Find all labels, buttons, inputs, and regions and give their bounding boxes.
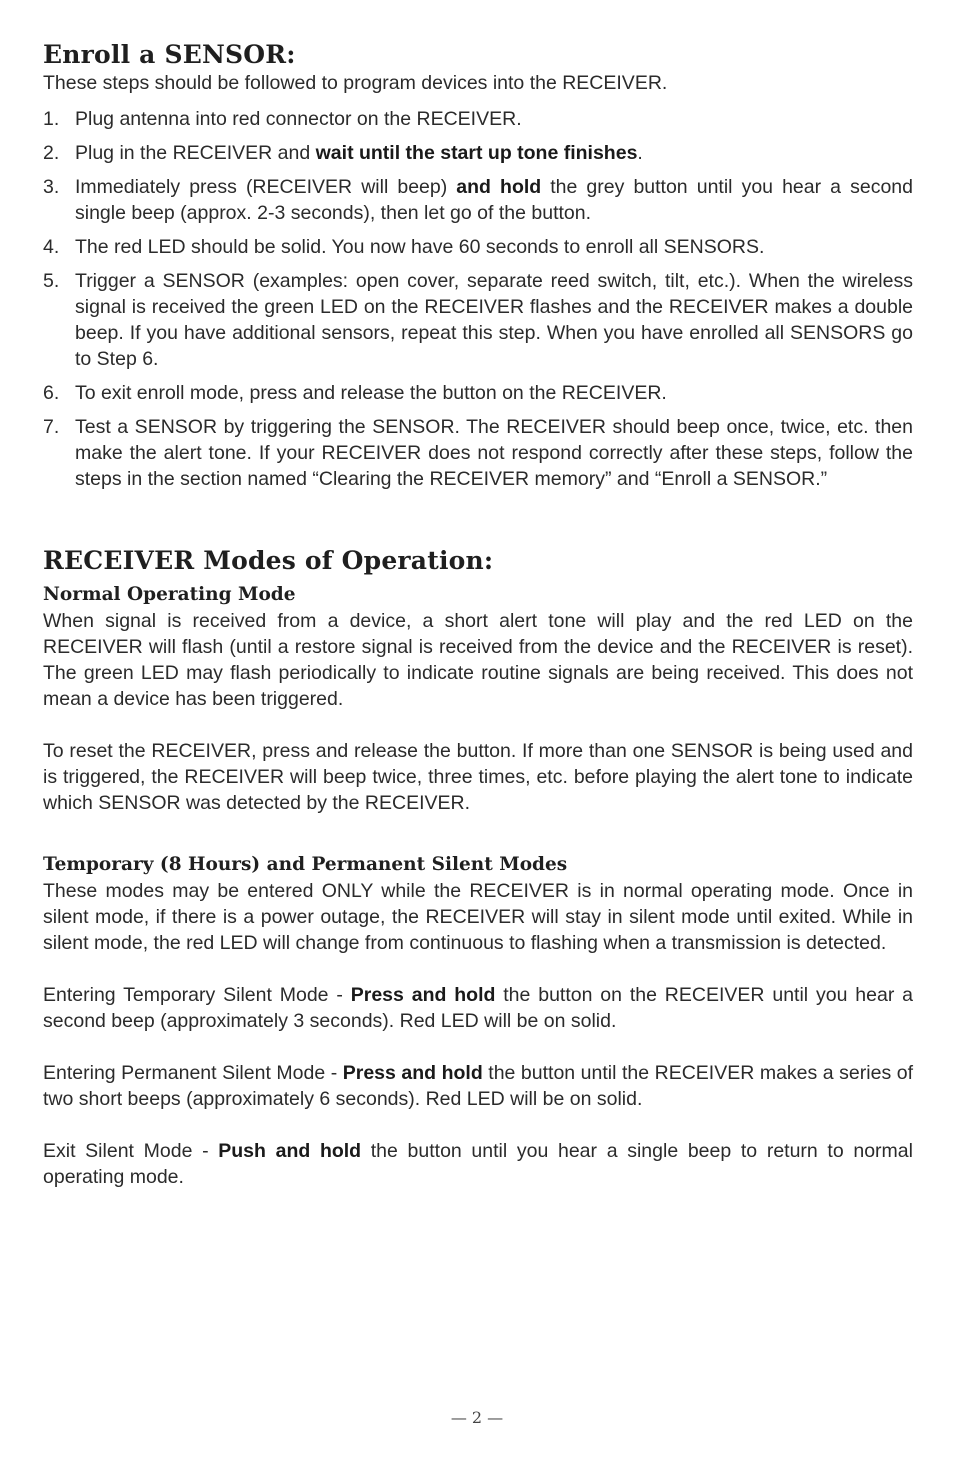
page-number: — 2 — — [450, 1408, 504, 1427]
permanent-silent-bold: Press and hold — [342, 1062, 483, 1084]
step-item — [43, 268, 913, 372]
step-item — [43, 174, 913, 226]
permanent-silent-post: the button until the RECEIVER makes a series of two short beeps (approximately 6 seconds). Red LED will be on solid. — [43, 1062, 913, 1110]
temporary-silent-paragraph — [43, 982, 913, 1034]
step-number: 4. — [43, 236, 60, 258]
step-text: To exit enroll mode, press and release the button on the RECEIVER. — [75, 382, 667, 404]
temporary-silent-post: the button on the RECEIVER until you hear a second beep (approximately 3 seconds). Red LED will be on solid. — [43, 984, 914, 1032]
enroll-intro: These steps should be followed to program devices into the RECEIVER. — [43, 72, 668, 94]
permanent-silent-paragraph — [43, 1060, 913, 1112]
temporary-silent-bold: Press and hold — [350, 984, 496, 1006]
enroll-heading: Enroll a SENSOR: — [43, 40, 296, 69]
step-number: 3. — [43, 176, 60, 198]
step-number: 5. — [43, 270, 60, 292]
step-text: Trigger a SENSOR (examples: open cover, separate reed switch, tilt, etc.). When the wireless signal is received the green LED on the RECEIVER flashes and the RECEIVER makes a double beep. If you have additional sensors, repeat this step. When you have enrolled all SENSORS go to Step 6. — [75, 270, 913, 370]
step-number: 6. — [43, 382, 60, 404]
step-number: 7. — [43, 416, 60, 438]
silent-modes-heading: Temporary (8 Hours) and Permanent Silent Modes — [43, 854, 568, 875]
step-text: Test a SENSOR by triggering the SENSOR. The RECEIVER should beep once, twice, etc. then make the alert tone. If your RECEIVER does not respond correctly after these steps, follow the steps in the section named “Clearing the RECEIVER memory” and “Enroll a SENSOR.” — [75, 416, 913, 490]
step-text: The red LED should be solid. You now have 60 seconds to enroll all SENSORS. — [75, 236, 765, 258]
step-item — [43, 414, 913, 492]
normal-mode-paragraph-1: When signal is received from a device, a short alert tone will play and the red LED on the RECEIVER will flash (until a restore signal is received from the device and the RECEIVER is reset). The green LED may flash periodically to indicate routine signals are being received. This does not mean a device has been triggered. — [43, 610, 913, 710]
step-text-bold: wait until the start up tone finishes — [315, 142, 638, 164]
step-text-pre: Immediately press (RECEIVER will beep) — [75, 176, 457, 198]
silent-modes-paragraph: These modes may be entered ONLY while the RECEIVER is in normal operating mode. Once in silent mode, if there is a power outage, the RECEIVER will stay in silent mode until exited. While in silent mode, the red LED will change from continuous to flashing when a transmission is detected. — [43, 880, 913, 954]
step-text: Plug antenna into red connector on the RECEIVER. — [75, 108, 522, 130]
normal-mode-paragraph-2: To reset the RECEIVER, press and release the button. If more than one SENSOR is being used and is triggered, the RECEIVER will beep twice, three times, etc. before playing the alert tone to indicate which SENSOR was detected by the RECEIVER. — [43, 740, 913, 814]
normal-mode-heading: Normal Operating Mode — [43, 584, 296, 605]
step-text-post: . — [637, 142, 643, 164]
step-text-post: the grey button until you hear a second single beep (approx. 2-3 seconds), then let go of the button. — [75, 176, 913, 224]
modes-heading: RECEIVER Modes of Operation: — [43, 546, 494, 575]
step-item — [43, 106, 913, 132]
temporary-silent-pre: Entering Temporary Silent Mode - — [43, 984, 351, 1006]
exit-silent-post: the button until you hear a single beep to return to normal operating mode. — [43, 1140, 913, 1188]
exit-silent-bold: Push and hold — [218, 1140, 362, 1162]
step-text-pre: Plug in the RECEIVER and — [75, 142, 316, 164]
permanent-silent-pre: Entering Permanent Silent Mode - — [43, 1062, 343, 1084]
step-item — [43, 234, 913, 260]
step-item — [43, 380, 913, 406]
step-number: 2. — [43, 142, 60, 164]
modes-section — [43, 544, 913, 1190]
step-item — [43, 140, 913, 166]
exit-silent-paragraph — [43, 1138, 913, 1190]
step-text-bold: and hold — [456, 176, 542, 198]
exit-silent-pre: Exit Silent Mode - — [43, 1140, 219, 1162]
manual-page — [43, 38, 913, 1190]
enroll-steps-list — [43, 106, 913, 492]
step-number: 1. — [43, 108, 60, 130]
